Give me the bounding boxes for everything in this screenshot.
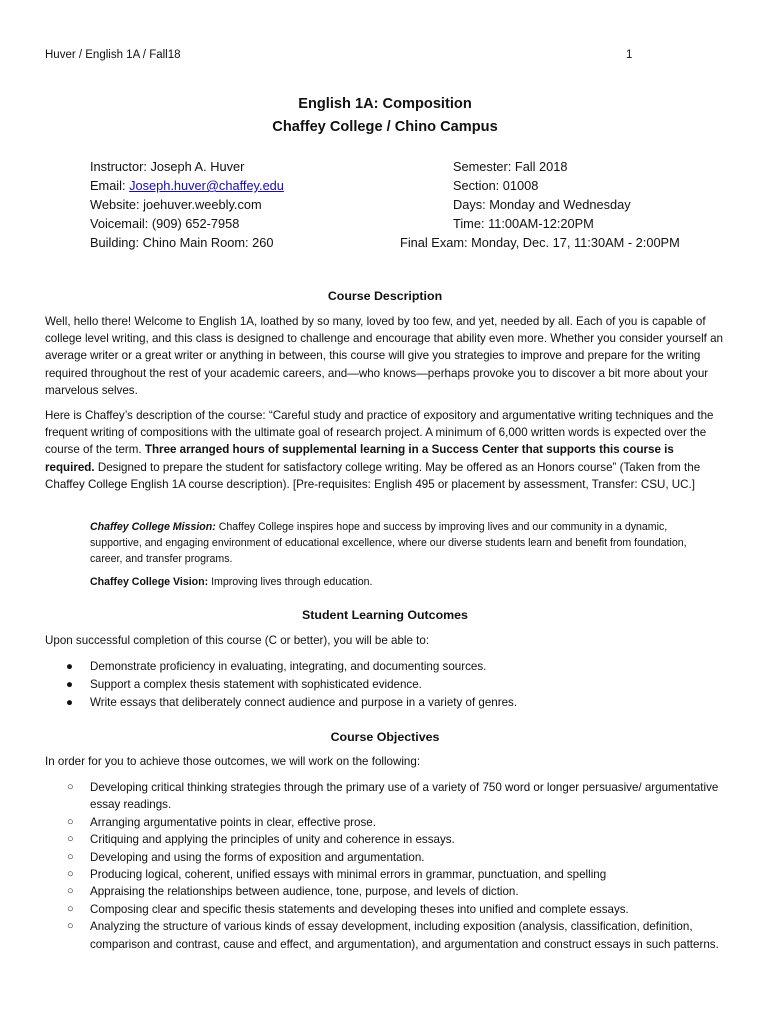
list-item: ○ Developing and using the forms of exposition and argumentation. xyxy=(60,849,720,866)
bullet-icon: ● xyxy=(66,696,74,709)
voicemail-line: Voicemail: (909) 652-7958 xyxy=(90,216,240,231)
learning-outcomes-list xyxy=(60,658,517,712)
vision-label: Chaffey College Vision: xyxy=(90,576,209,588)
course-title: English 1A: Composition xyxy=(298,96,472,112)
description-text-end: Designed to prepare the student for satisfactory college writing. May be offered as an Honors course” (Taken from the Chaffey College English 1A course description). [Pre-requisites: English 495 or placement by assessment, Transfer: CSU, UC.] xyxy=(45,460,701,491)
vision-statement xyxy=(90,574,720,590)
vision-text: Improving lives through education. xyxy=(208,576,373,588)
circle-bullet-icon: ○ xyxy=(67,902,74,915)
description-text-start: Here is Chaffey’s description of the course: “Careful study and practice of expository and argumentative writing techniques and the frequent writing of compositions with the ultimate goal of research project. A minimum of 6,000 written words is expected over the course of the term. xyxy=(45,409,714,457)
list-item: ○ Analyzing the structure of various kinds of essay development, including exposition (analysis, classification, definition, comparison and contrast, cause and effect, and argumentation), and argumentation and construct essays in such patterns. xyxy=(67,920,719,951)
instructor-info xyxy=(90,157,284,252)
list-item: ○ Appraising the relationships between audience, tone, purpose, and levels of diction. xyxy=(60,883,720,900)
circle-bullet-icon: ○ xyxy=(67,833,74,846)
list-item: ○ Developing critical thinking strategies through the primary use of a variety of 750 word or longer persuasive/ argumentative essay readings. xyxy=(67,781,719,812)
success-center-requirement: Three arranged hours of supplemental learning in a Success Center that supports this course is required. xyxy=(45,443,674,474)
description-paragraph-2 xyxy=(45,407,725,493)
list-item: ○ Composing clear and specific thesis statements and developing theses into unified and complete essays. xyxy=(60,901,720,918)
objectives-intro: In order for you to achieve those outcomes, we will work on the following: xyxy=(45,755,421,768)
circle-bullet-icon: ○ xyxy=(67,885,74,898)
section-line: Section: 01008 xyxy=(453,178,539,193)
list-item: ○ Critiquing and applying the principles of unity and coherence in essays. xyxy=(60,831,720,848)
learning-outcomes-heading: Student Learning Outcomes xyxy=(302,608,468,622)
bullet-icon: ● xyxy=(66,678,74,691)
list-item: ● Write essays that deliberately connect audience and purpose in a variety of genres. xyxy=(60,694,517,712)
instructor-name: Instructor: Joseph A. Huver xyxy=(90,159,245,174)
list-item: ○ Arranging argumentative points in clear, effective prose. xyxy=(60,814,720,831)
building-line: Building: Chino Main Room: 260 xyxy=(90,235,274,250)
bullet-icon: ● xyxy=(66,660,74,673)
website-line: Website: joehuver.weebly.com xyxy=(90,197,262,212)
course-description-heading: Course Description xyxy=(327,289,443,303)
list-item: ○ Producing logical, coherent, unified essays with minimal errors in grammar, punctuation, and spelling xyxy=(60,866,720,883)
running-header: Huver / English 1A / Fall18 xyxy=(45,49,181,61)
mission-label: Chaffey College Mission: xyxy=(90,521,216,533)
mission-text: Chaffey College inspires hope and success by improving lives and our community in a dynamic, supportive, and engaging environment of educational excellence, where our diverse students learn and benefit from foundation, career, and transfer programs. xyxy=(90,521,687,565)
circle-bullet-icon: ○ xyxy=(67,781,74,793)
list-item: ● Support a complex thesis statement with sophisticated evidence. xyxy=(60,676,517,694)
description-paragraph-1: Well, hello there! Welcome to English 1A, loathed by so many, loved by too few, and yet, needed by all. Each of you is capable of college level writing, and this class is designed to challenge and encourage that ability even more. Whether you consider yourself an average writer or a great writer or anything in between, this course will give you strategies to improve and prepare for the writing required throughout the rest of your academic careers, and—who knows—perhaps provoke you to discover a bit more about your marvelous selves. xyxy=(45,315,723,397)
circle-bullet-icon: ○ xyxy=(67,868,74,881)
time-line: Time: 11:00AM-12:20PM xyxy=(453,216,594,231)
circle-bullet-icon: ○ xyxy=(67,850,74,863)
list-item: ● Demonstrate proficiency in evaluating, integrating, and documenting sources. xyxy=(60,658,517,676)
semester-line: Semester: Fall 2018 xyxy=(453,159,568,174)
days-line: Days: Monday and Wednesday xyxy=(453,197,631,212)
objectives-list xyxy=(60,779,720,953)
course-info xyxy=(400,157,706,252)
course-objectives-heading: Course Objectives xyxy=(330,730,440,744)
email-line xyxy=(90,176,284,195)
mission-statement xyxy=(90,519,720,567)
final-exam-line: Final Exam: Monday, Dec. 17, 11:30AM - 2:00PM xyxy=(400,235,680,250)
campus-title: Chaffey College / Chino Campus xyxy=(272,119,498,135)
email-label: Email: xyxy=(90,178,130,193)
circle-bullet-icon: ○ xyxy=(67,815,74,828)
email-link[interactable]: Joseph.huver@chaffey.edu xyxy=(129,178,284,193)
circle-bullet-icon: ○ xyxy=(67,920,74,933)
page-number: 1 xyxy=(626,49,633,61)
learning-outcomes-intro: Upon successful completion of this course (C or better), you will be able to: xyxy=(45,634,430,647)
